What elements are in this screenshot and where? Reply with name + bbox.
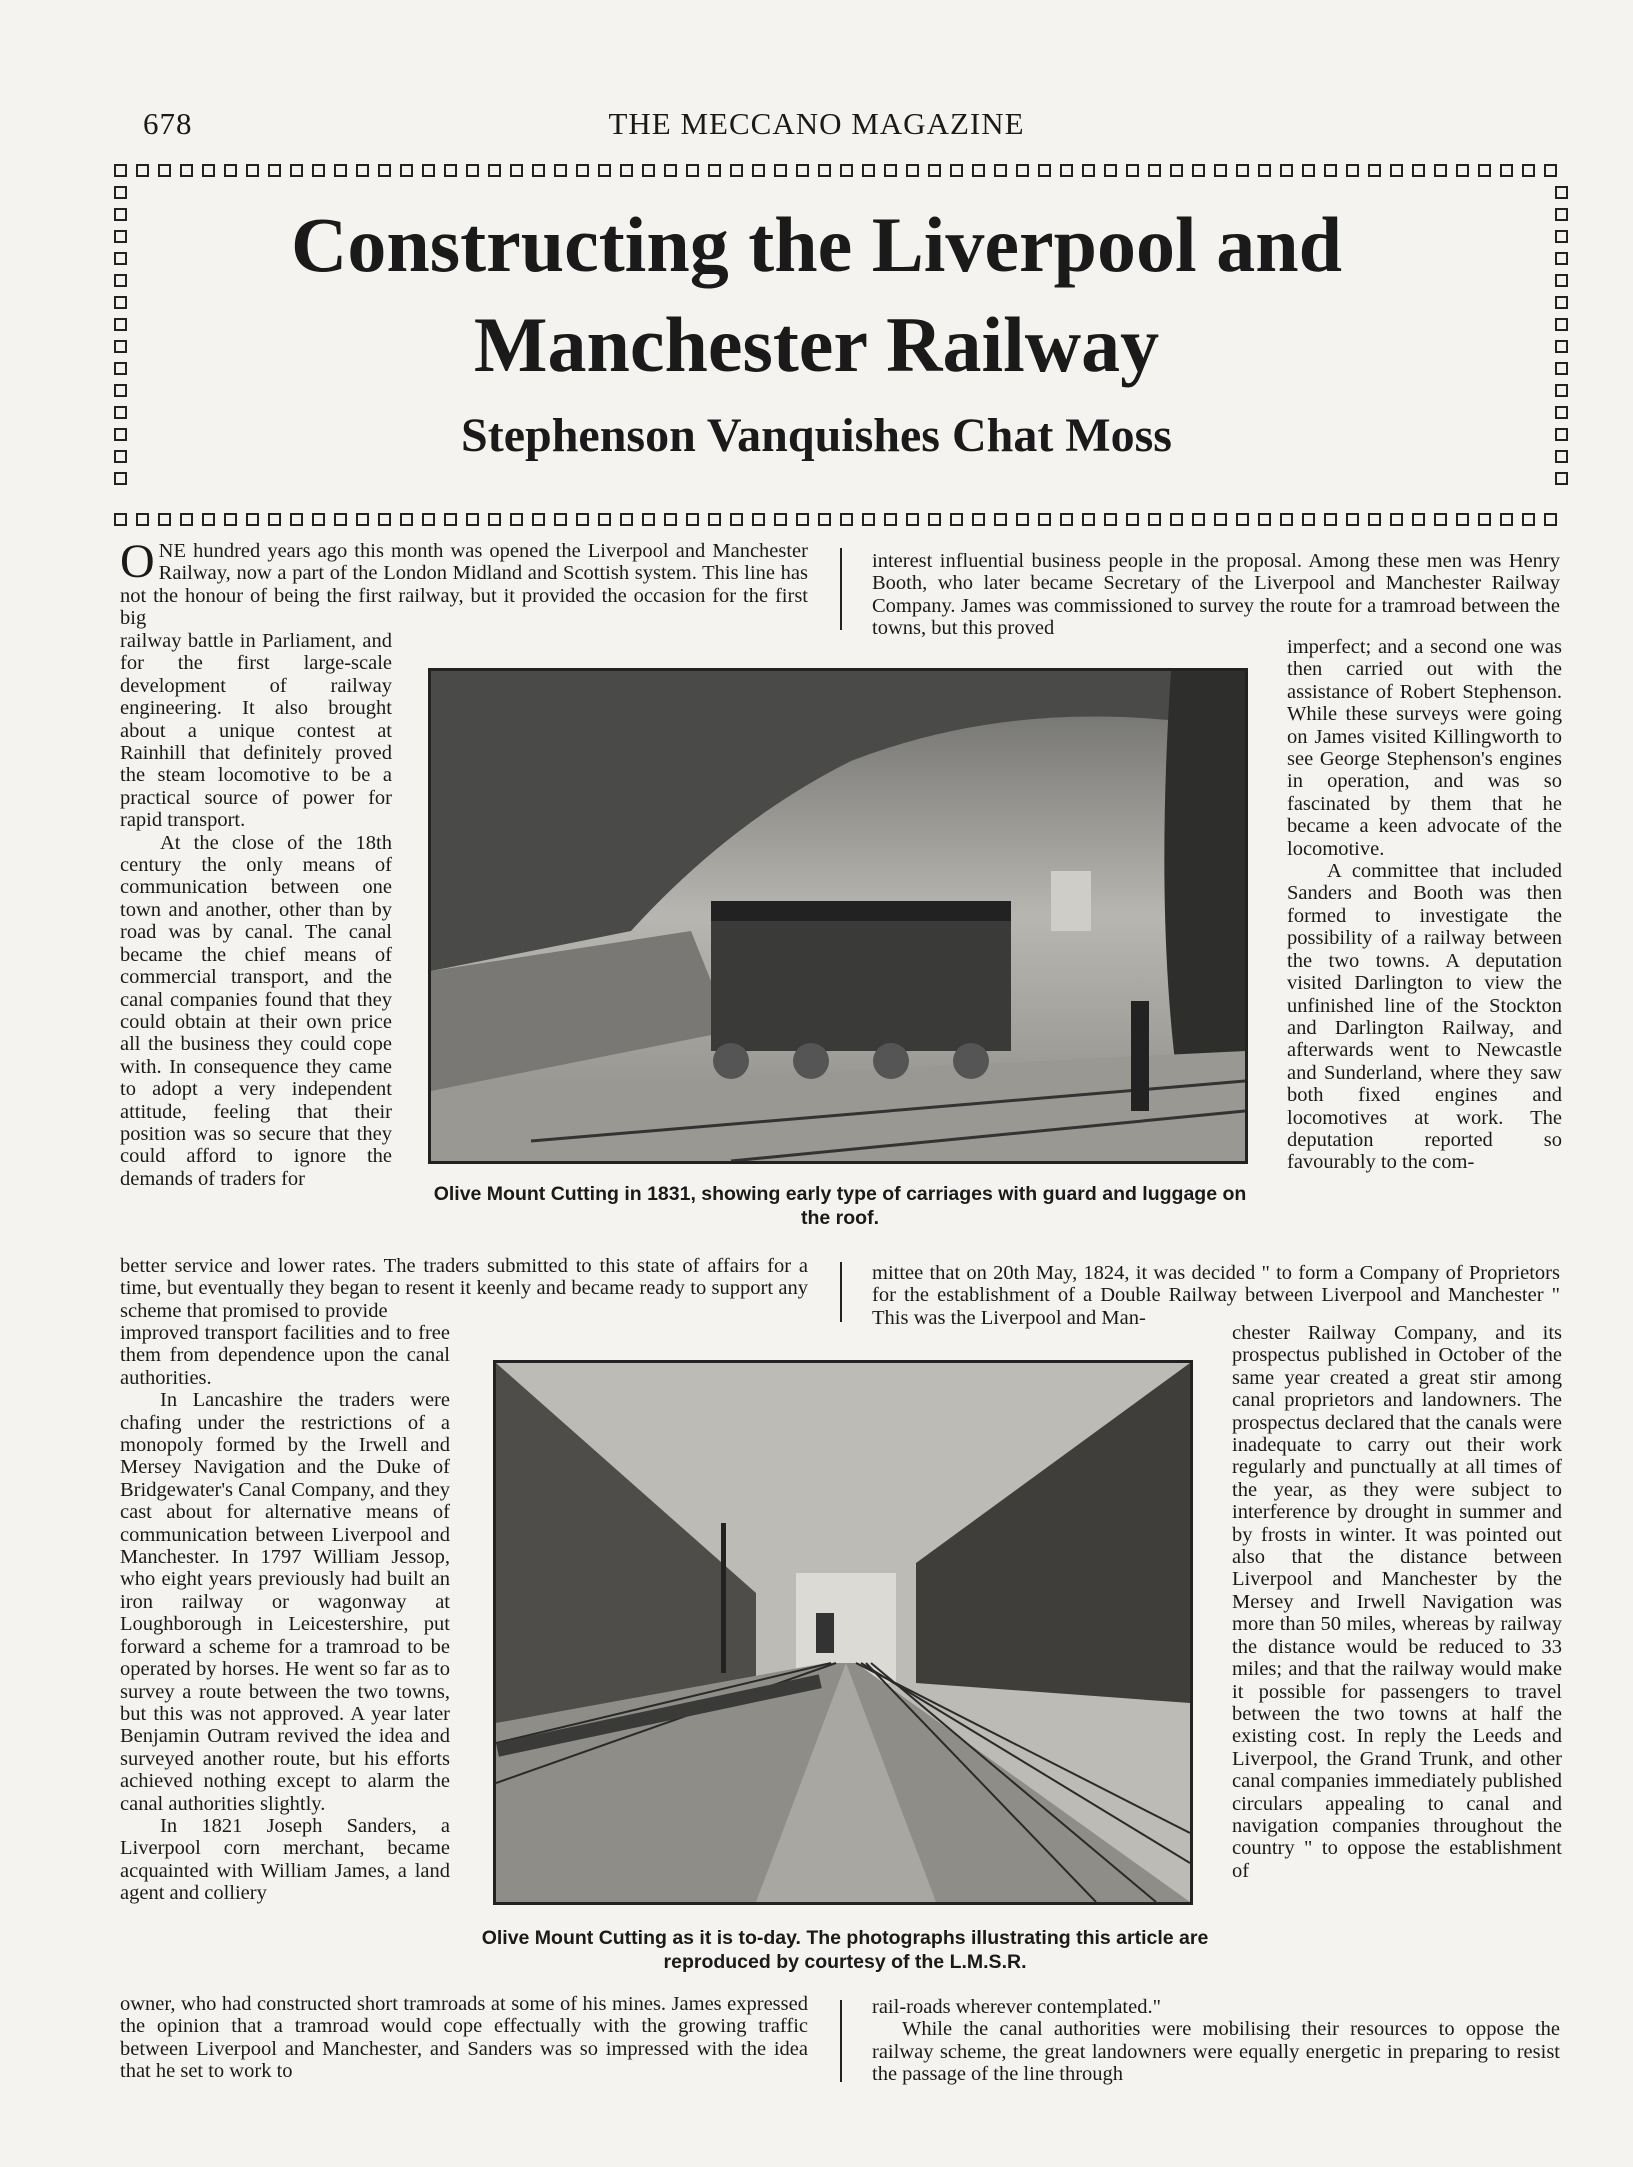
intro-right-text: interest influential business people in the proposal. Among these men was Henry Booth, who later became Secretary of the Liverpool and Manchester Railway Company. James was commissioned to survey the route for a tramroad between the towns, but this proved bbox=[872, 550, 1560, 640]
border-square bbox=[1038, 164, 1051, 177]
border-square bbox=[356, 513, 369, 526]
border-square bbox=[554, 513, 567, 526]
border-square bbox=[1038, 513, 1051, 526]
border-square bbox=[818, 164, 831, 177]
border-square bbox=[180, 513, 193, 526]
border-square bbox=[686, 164, 699, 177]
left-column-b bbox=[120, 1322, 450, 1905]
mid-left-text: better service and lower rates. The traders submitted to this state of affairs for a time, but eventually they began to resent it keenly and became ready to support any scheme that promised to provide bbox=[120, 1255, 808, 1322]
border-square bbox=[444, 164, 457, 177]
page-number: 678 bbox=[143, 106, 193, 141]
border-square bbox=[620, 164, 633, 177]
border-square bbox=[334, 513, 347, 526]
border-square bbox=[1016, 164, 1029, 177]
border-square bbox=[774, 513, 787, 526]
border-square bbox=[202, 513, 215, 526]
border-square bbox=[1555, 472, 1568, 485]
border-square bbox=[1478, 513, 1491, 526]
border-square bbox=[1170, 513, 1183, 526]
border-square bbox=[246, 164, 259, 177]
border-square bbox=[1412, 513, 1425, 526]
border-square bbox=[730, 164, 743, 177]
column-rule bbox=[840, 2000, 842, 2082]
border-square bbox=[1104, 513, 1117, 526]
paragraph: A committee that included Sanders and Booth was then formed to investigate the possibility of a railway between the two towns. A deputation visited Darlington to view the unfinished line of the Stockton and Darlington Railway, and afterwards went to Newcastle and Sunderland, where they saw both fixed engines and locomotives at work. The deputation reported so favourably to the com- bbox=[1287, 860, 1562, 1174]
border-square bbox=[796, 164, 809, 177]
border-square bbox=[334, 164, 347, 177]
paragraph: In 1821 Joseph Sanders, a Liverpool corn merchant, became acquainted with William James, a land agent and colliery bbox=[120, 1814, 450, 1905]
border-square bbox=[686, 513, 699, 526]
border-square bbox=[1214, 164, 1227, 177]
figure2-caption: Olive Mount Cutting as it is to-day. The photographs illustrating this article are reproduced by courtesy of the L.M.S.R. bbox=[481, 1927, 1209, 1973]
border-square bbox=[1368, 513, 1381, 526]
article-subtitle: Stephenson Vanquishes Chat Moss bbox=[461, 409, 1172, 462]
bottom-left-text: owner, who had constructed short tramroads at some of his mines. James expressed the opinion that a tramroad would cope effectually with the growing traffic between Liverpool and Manchester, and Sanders was so impressed with the idea that he set to work to bbox=[120, 1993, 808, 2083]
border-square bbox=[1500, 513, 1513, 526]
border-square bbox=[356, 164, 369, 177]
border-square bbox=[972, 164, 985, 177]
border-square bbox=[1302, 164, 1315, 177]
border-square bbox=[1434, 164, 1447, 177]
magazine-title: THE MECCANO MAGAZINE bbox=[608, 106, 1025, 141]
border-square bbox=[1500, 164, 1513, 177]
border-square bbox=[994, 164, 1007, 177]
border-square bbox=[1170, 164, 1183, 177]
border-square bbox=[1368, 164, 1381, 177]
border-square bbox=[1324, 164, 1337, 177]
article-title-line2: Manchester Railway bbox=[473, 301, 1160, 388]
border-square bbox=[862, 164, 875, 177]
border-square bbox=[488, 513, 501, 526]
border-square bbox=[576, 164, 589, 177]
border-square bbox=[510, 164, 523, 177]
border-square bbox=[180, 164, 193, 177]
border-square bbox=[114, 186, 127, 199]
border-square bbox=[576, 513, 589, 526]
border-square bbox=[730, 513, 743, 526]
border-square bbox=[1148, 164, 1161, 177]
border-square bbox=[1522, 513, 1535, 526]
border-square bbox=[1544, 164, 1557, 177]
border-square bbox=[1456, 164, 1469, 177]
border-square bbox=[268, 513, 281, 526]
border-square bbox=[1060, 164, 1073, 177]
column-rule bbox=[840, 1262, 842, 1322]
intro-left-text: NE hundred years ago this month was opened the Liverpool and Manchester Railway, now a part of the London Midland and Scottish system. This line has not the honour of being the first railway, but it provided the occasion for the first big bbox=[120, 540, 808, 630]
border-square bbox=[312, 164, 325, 177]
drop-cap: O bbox=[120, 535, 155, 588]
border-square bbox=[466, 164, 479, 177]
paragraph: At the close of the 18th century the only means of communication between one town and another, other than by road was by canal. The canal became the chief means of commercial transport, and the canal companies found that they could obtain at their own price all the business they could cope with. In consequence they came to adopt a very independent attitude, feeling that their position was so secure that they could afford to ignore the demands of traders for bbox=[120, 831, 392, 1190]
border-square bbox=[1390, 513, 1403, 526]
border-square bbox=[752, 513, 765, 526]
border-square bbox=[598, 164, 611, 177]
border-square bbox=[444, 513, 457, 526]
border-square bbox=[510, 513, 523, 526]
border-square bbox=[1522, 164, 1535, 177]
border-square bbox=[642, 513, 655, 526]
border-square bbox=[378, 164, 391, 177]
border-square bbox=[312, 513, 325, 526]
border-square bbox=[928, 164, 941, 177]
border-square bbox=[994, 513, 1007, 526]
paragraph: railway battle in Parliament, and for the first large-scale development of railway engineering. It also brought about a unique contest at Rainhill that definitely proved the steam locomotive to be a practical source of power for rapid transport. bbox=[120, 630, 392, 832]
border-square bbox=[1280, 164, 1293, 177]
border-square bbox=[906, 513, 919, 526]
border-square bbox=[1060, 513, 1073, 526]
border-square bbox=[1214, 513, 1227, 526]
border-square bbox=[1412, 164, 1425, 177]
paragraph: imperfect; and a second one was then carried out with the assistance of Robert Stephenson. While these surveys were going on James visited Killingworth to see George Stephenson's engines in operation, and was so fascinated by them that he became a keen advocate of the locomotive. bbox=[1287, 636, 1562, 860]
border-square bbox=[1544, 513, 1557, 526]
border-square bbox=[1258, 164, 1271, 177]
border-square bbox=[1104, 164, 1117, 177]
border-square bbox=[862, 513, 875, 526]
border-square bbox=[114, 472, 127, 485]
border-square bbox=[752, 164, 765, 177]
left-column-a bbox=[120, 630, 392, 1190]
border-square bbox=[224, 513, 237, 526]
border-square bbox=[598, 513, 611, 526]
border-square bbox=[884, 164, 897, 177]
paragraph: In Lancashire the traders were chafing under the restrictions of a monopoly formed by the Irwell and Mersey Navigation and the Duke of Bridgewater's Canal Company, and they cast about for alternative means of communication between Liverpool and Manchester. In 1797 William Jessop, who eight years previously had built an iron railway or wagonway at Loughborough in Leicestershire, put forward a scheme for a tramroad to be operated by horses. He went so far as to survey a route between the two towns, but this was not approved. A year later Benjamin Outram revived the idea and surveyed another route, but his efforts achieved nothing except to alarm the canal authorities slightly. bbox=[120, 1389, 450, 1815]
border-square bbox=[466, 513, 479, 526]
border-square bbox=[774, 164, 787, 177]
border-square bbox=[1148, 513, 1161, 526]
border-square bbox=[1192, 513, 1205, 526]
border-square bbox=[422, 513, 435, 526]
paragraph: improved transport facilities and to free them from dependence upon the canal authorities. bbox=[120, 1322, 450, 1389]
figure1-caption: Olive Mount Cutting in 1831, showing early type of carriages with guard and luggage on the roof. bbox=[433, 1183, 1247, 1229]
border-square bbox=[1346, 513, 1359, 526]
border-square bbox=[840, 513, 853, 526]
border-square bbox=[1324, 513, 1337, 526]
border-square bbox=[1016, 513, 1029, 526]
border-square bbox=[1478, 164, 1491, 177]
border-square bbox=[532, 164, 545, 177]
border-square bbox=[1456, 513, 1469, 526]
border-square bbox=[114, 164, 127, 177]
border-square bbox=[1390, 164, 1403, 177]
border-square bbox=[840, 164, 853, 177]
border-square bbox=[664, 164, 677, 177]
border-square bbox=[1236, 164, 1249, 177]
border-square bbox=[1192, 164, 1205, 177]
border-square bbox=[1434, 513, 1447, 526]
border-square bbox=[290, 513, 303, 526]
photograph-cutting-today bbox=[496, 1363, 1190, 1902]
border-square bbox=[1258, 513, 1271, 526]
border-square bbox=[972, 513, 985, 526]
border-square bbox=[202, 164, 215, 177]
border-square bbox=[532, 513, 545, 526]
column-rule bbox=[840, 548, 842, 630]
border-square bbox=[950, 513, 963, 526]
photo-olive-mount-1831 bbox=[428, 668, 1248, 1164]
border-square bbox=[620, 513, 633, 526]
border-square bbox=[158, 164, 171, 177]
border-square bbox=[1236, 513, 1249, 526]
border-square bbox=[1280, 513, 1293, 526]
border-square bbox=[488, 164, 501, 177]
border-square bbox=[136, 513, 149, 526]
paragraph: While the canal authorities were mobilising their resources to oppose the railway scheme, the great landowners were equally energetic in preparing to resist the passage of the line through bbox=[872, 2018, 1560, 2086]
border-square bbox=[1126, 513, 1139, 526]
border-square bbox=[1302, 513, 1315, 526]
right-column-b: chester Railway Company, and its prospectus published in October of the same year created a great stir among canal proprietors and landowners. The prospectus declared that the canals were inadequate to carry out their work regularly and punctually at all times of the year, as they were subject to interference by drought in summer and by frosts in winter. It was pointed out also that the distance between Liverpool and Manchester by the Mersey and Irwell Navigation was more than 50 miles, whereas by railway the distance would be reduced to 33 miles; and that the railway would make it possible for passengers to travel between the two towns at half the existing cost. In reply the Leeds and Liverpool, the Grand Trunk, and other canal companies immediately published circulars appealing to canal and navigation companies throughout the country " to oppose the establishment of bbox=[1232, 1322, 1562, 1882]
border-square bbox=[136, 164, 149, 177]
border-square bbox=[400, 513, 413, 526]
border-square bbox=[1082, 513, 1095, 526]
border-square bbox=[554, 164, 567, 177]
border-square bbox=[642, 164, 655, 177]
border-square bbox=[950, 164, 963, 177]
article-title-line1: Constructing the Liverpool and bbox=[291, 201, 1342, 288]
border-square bbox=[114, 513, 127, 526]
border-square bbox=[224, 164, 237, 177]
border-square bbox=[268, 164, 281, 177]
engraving-cutting-1831 bbox=[431, 671, 1245, 1161]
border-square bbox=[664, 513, 677, 526]
border-square bbox=[400, 164, 413, 177]
bottom-right-column bbox=[872, 1996, 1560, 2086]
border-square bbox=[906, 164, 919, 177]
right-column-a bbox=[1287, 636, 1562, 1174]
border-square bbox=[928, 513, 941, 526]
border-square bbox=[378, 513, 391, 526]
border-square bbox=[818, 513, 831, 526]
border-square bbox=[708, 513, 721, 526]
border-square bbox=[1082, 164, 1095, 177]
border-square bbox=[1126, 164, 1139, 177]
border-square bbox=[708, 164, 721, 177]
mid-right-text: mittee that on 20th May, 1824, it was decided " to form a Company of Proprietors for the establishment of a Double Railway between Liverpool and Manchester " This was the Liverpool and Man- bbox=[872, 1262, 1560, 1329]
intro-left-column bbox=[120, 535, 808, 630]
border-square bbox=[884, 513, 897, 526]
border-square bbox=[422, 164, 435, 177]
border-square bbox=[158, 513, 171, 526]
border-square bbox=[796, 513, 809, 526]
paragraph: rail-roads wherever contemplated." bbox=[872, 1996, 1161, 2018]
border-square bbox=[246, 513, 259, 526]
border-square bbox=[290, 164, 303, 177]
photo-olive-mount-today bbox=[493, 1360, 1193, 1905]
border-square bbox=[1346, 164, 1359, 177]
border-square bbox=[1555, 186, 1568, 199]
